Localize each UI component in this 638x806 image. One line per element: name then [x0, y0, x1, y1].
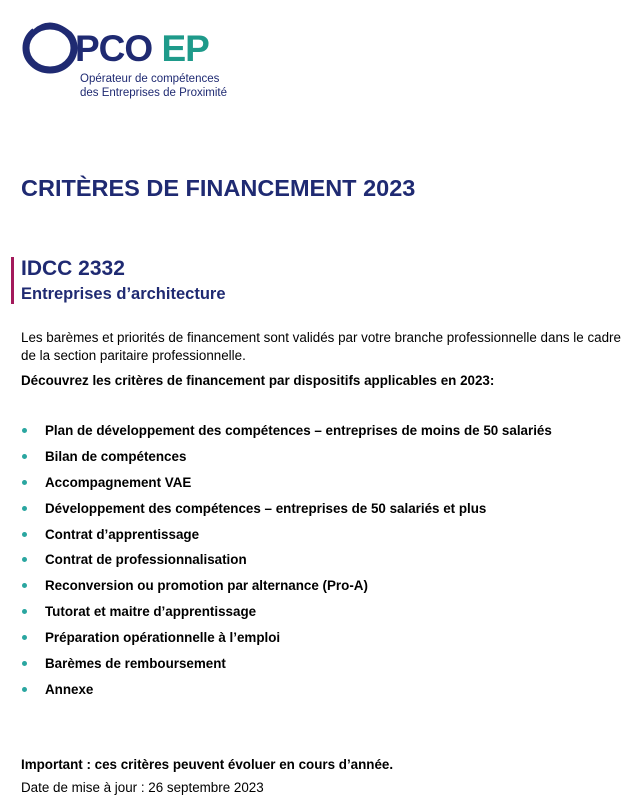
bullet-icon — [22, 506, 27, 511]
list-item-label: Préparation opérationnelle à l’emploi — [45, 630, 281, 646]
idcc-branch-name: Entreprises d’architecture — [21, 285, 226, 303]
logo-brand-ep: EP — [161, 28, 209, 69]
bullet-icon — [22, 532, 27, 537]
update-date: Date de mise à jour : 26 septembre 2023 — [21, 780, 264, 795]
bullet-icon — [22, 454, 27, 459]
page-title: CRITÈRES DE FINANCEMENT 2023 — [21, 175, 416, 201]
list-item-label: Bilan de compétences — [45, 448, 187, 464]
logo-brand — [75, 30, 209, 67]
important-note: Important : ces critères peuvent évoluer en cours d’année. — [21, 757, 394, 772]
list-item-label: Développement des compétences – entreprises de 50 salariés et plus — [45, 500, 487, 516]
intro-lead: Découvrez les critères de financement par dispositifs applicables en 2023: — [21, 373, 495, 388]
list-item-label: Barèmes de remboursement — [45, 656, 226, 672]
idcc-code: IDCC 2332 — [21, 257, 125, 280]
list-item-label: Accompagnement VAE — [45, 474, 192, 490]
list-item-label: Plan de développement des compétences – entreprises de moins de 50 salariés — [45, 423, 552, 438]
bullet-icon — [22, 609, 27, 614]
list-item-label: Tutorat et maitre d’apprentissage — [45, 604, 257, 620]
bullet-icon — [22, 480, 27, 485]
idcc-accent-bar — [11, 257, 14, 304]
intro-paragraph: Les barèmes et priorités de financement sont validés par votre branche professionnelle dans le cadre de la section paritaire professionnelle. — [21, 330, 621, 363]
logo-subtitle-line2: des Entreprises de Proximité — [80, 87, 228, 99]
bullet-icon — [22, 661, 27, 666]
list-item-label: Annexe — [45, 681, 94, 697]
bullet-icon — [22, 687, 27, 692]
bullet-icon — [22, 557, 27, 562]
logo-brand-pco: PCO — [75, 28, 153, 69]
logo-subtitle-line1: Opérateur de compétences — [80, 73, 220, 85]
opco-ep-logo — [20, 14, 260, 106]
bullet-icon — [22, 635, 27, 640]
list-item-label: Contrat de professionnalisation — [45, 552, 247, 568]
list-item-label: Reconversion ou promotion par alternance (Pro-A) — [45, 578, 368, 594]
bullet-icon — [22, 583, 27, 588]
bullet-icon — [22, 428, 27, 433]
list-item-label: Contrat d’apprentissage — [45, 526, 200, 542]
